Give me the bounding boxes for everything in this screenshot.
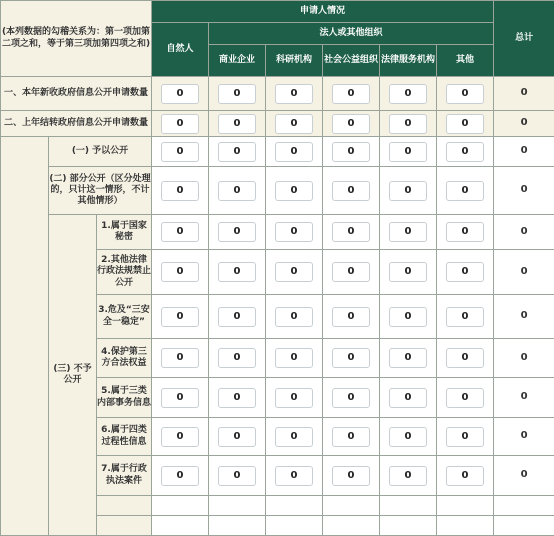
table-row bbox=[1, 137, 554, 167]
row-total: 0 bbox=[494, 215, 554, 250]
value-cell bbox=[266, 516, 323, 536]
value-input[interactable]: 0 bbox=[275, 466, 313, 486]
value-input[interactable]: 0 bbox=[275, 181, 313, 201]
no-publish-group-label: (三) 不予公开 bbox=[49, 215, 97, 536]
value-input[interactable]: 0 bbox=[446, 307, 484, 327]
value-input[interactable]: 0 bbox=[218, 114, 256, 134]
value-input[interactable]: 0 bbox=[332, 262, 370, 282]
value-cell bbox=[152, 516, 209, 536]
row-label: 3.危及“三安全一稳定” bbox=[97, 295, 152, 339]
value-input[interactable]: 0 bbox=[332, 222, 370, 242]
org-header: 商业企业 bbox=[209, 45, 266, 77]
value-input[interactable]: 0 bbox=[446, 388, 484, 408]
value-input[interactable]: 0 bbox=[218, 84, 256, 104]
value-cell bbox=[323, 496, 380, 516]
value-cell bbox=[323, 516, 380, 536]
value-input[interactable]: 0 bbox=[332, 114, 370, 134]
value-input[interactable]: 0 bbox=[275, 388, 313, 408]
value-input[interactable]: 0 bbox=[389, 222, 427, 242]
org-header: 社会公益组织 bbox=[323, 45, 380, 77]
applicant-header: 申请人情况 bbox=[152, 1, 494, 23]
value-input[interactable]: 0 bbox=[218, 348, 256, 368]
value-cell bbox=[209, 496, 266, 516]
value-cell bbox=[152, 496, 209, 516]
value-cell bbox=[437, 516, 494, 536]
legal-group-header: 法人或其他组织 bbox=[209, 23, 494, 45]
row-total: 0 bbox=[494, 295, 554, 339]
table-row bbox=[1, 77, 554, 111]
row-label: 二、上年结转政府信息公开申请数量 bbox=[1, 111, 152, 137]
value-cell bbox=[266, 496, 323, 516]
value-input[interactable]: 0 bbox=[218, 262, 256, 282]
row-label: 1.属于国家秘密 bbox=[97, 215, 152, 250]
row-total: 0 bbox=[494, 111, 554, 137]
row-total: 0 bbox=[494, 137, 554, 167]
section-label bbox=[1, 137, 49, 536]
row-total: 0 bbox=[494, 418, 554, 456]
value-input[interactable]: 0 bbox=[275, 348, 313, 368]
org-header: 其他 bbox=[437, 45, 494, 77]
row-total: 0 bbox=[494, 167, 554, 215]
table-row bbox=[1, 215, 554, 250]
total-header: 总计 bbox=[494, 1, 554, 77]
value-input[interactable]: 0 bbox=[332, 427, 370, 447]
org-header: 法律服务机构 bbox=[380, 45, 437, 77]
value-input[interactable]: 0 bbox=[332, 348, 370, 368]
value-input[interactable]: 0 bbox=[446, 114, 484, 134]
value-input[interactable]: 0 bbox=[218, 307, 256, 327]
value-input[interactable]: 0 bbox=[218, 388, 256, 408]
value-input[interactable]: 0 bbox=[275, 84, 313, 104]
value-input[interactable]: 0 bbox=[446, 84, 484, 104]
value-input[interactable]: 0 bbox=[275, 222, 313, 242]
row-label: 7.属于行政执法案件 bbox=[97, 456, 152, 496]
value-input[interactable]: 0 bbox=[389, 427, 427, 447]
value-cell bbox=[209, 516, 266, 536]
value-input[interactable]: 0 bbox=[389, 348, 427, 368]
value-input[interactable]: 0 bbox=[389, 262, 427, 282]
value-input[interactable]: 0 bbox=[332, 181, 370, 201]
value-input[interactable]: 0 bbox=[218, 181, 256, 201]
value-input[interactable]: 0 bbox=[218, 427, 256, 447]
value-input[interactable]: 0 bbox=[275, 114, 313, 134]
value-input[interactable]: 0 bbox=[161, 142, 199, 162]
value-input[interactable]: 0 bbox=[446, 181, 484, 201]
value-cell bbox=[437, 496, 494, 516]
value-input[interactable]: 0 bbox=[332, 388, 370, 408]
row-total: 0 bbox=[494, 456, 554, 496]
row-label: 6.属于四类过程性信息 bbox=[97, 418, 152, 456]
value-input[interactable]: 0 bbox=[161, 222, 199, 242]
value-input[interactable]: 0 bbox=[161, 348, 199, 368]
value-input[interactable]: 0 bbox=[332, 84, 370, 104]
table-row bbox=[1, 167, 554, 215]
value-input[interactable]: 0 bbox=[446, 222, 484, 242]
value-input[interactable]: 0 bbox=[389, 181, 427, 201]
org-header: 科研机构 bbox=[266, 45, 323, 77]
value-input[interactable]: 0 bbox=[389, 142, 427, 162]
value-input[interactable]: 0 bbox=[218, 222, 256, 242]
value-input[interactable]: 0 bbox=[275, 307, 313, 327]
value-input[interactable]: 0 bbox=[161, 307, 199, 327]
row-label bbox=[97, 496, 152, 516]
value-input[interactable]: 0 bbox=[161, 114, 199, 134]
row-total: 0 bbox=[494, 250, 554, 295]
value-input[interactable]: 0 bbox=[275, 427, 313, 447]
value-input[interactable]: 0 bbox=[446, 142, 484, 162]
value-input[interactable]: 0 bbox=[218, 142, 256, 162]
value-cell bbox=[380, 516, 437, 536]
value-input[interactable]: 0 bbox=[161, 427, 199, 447]
row-total: 0 bbox=[494, 339, 554, 378]
value-input[interactable]: 0 bbox=[389, 114, 427, 134]
value-input[interactable]: 0 bbox=[275, 142, 313, 162]
value-input[interactable]: 0 bbox=[161, 388, 199, 408]
value-input[interactable]: 0 bbox=[389, 388, 427, 408]
value-input[interactable]: 0 bbox=[389, 84, 427, 104]
row-label: 5.属于三类内部事务信息 bbox=[97, 378, 152, 418]
value-input[interactable]: 0 bbox=[161, 466, 199, 486]
value-input[interactable]: 0 bbox=[446, 427, 484, 447]
value-input[interactable]: 0 bbox=[161, 181, 199, 201]
value-input[interactable]: 0 bbox=[218, 466, 256, 486]
row-label: 2.其他法律行政法规禁止公开 bbox=[97, 250, 152, 295]
value-input[interactable]: 0 bbox=[332, 307, 370, 327]
value-input[interactable]: 0 bbox=[446, 262, 484, 282]
row-label: 一、本年新收政府信息公开申请数量 bbox=[1, 77, 152, 111]
value-input[interactable]: 0 bbox=[332, 142, 370, 162]
row-label: (二) 部分公开（区分处理的，只计这一情形，不计其他情形） bbox=[49, 167, 152, 215]
value-input[interactable]: 0 bbox=[389, 466, 427, 486]
table-row bbox=[1, 111, 554, 137]
value-input[interactable]: 0 bbox=[275, 262, 313, 282]
row-total: 0 bbox=[494, 378, 554, 418]
value-input[interactable]: 0 bbox=[161, 84, 199, 104]
value-input[interactable]: 0 bbox=[446, 466, 484, 486]
row-label: 4.保护第三方合法权益 bbox=[97, 339, 152, 378]
value-input[interactable]: 0 bbox=[332, 466, 370, 486]
value-input[interactable]: 0 bbox=[446, 348, 484, 368]
row-label-header: (本列数据的勾稽关系为：第一项加第二项之和，等于第三项加第四项之和) bbox=[1, 1, 152, 77]
row-total bbox=[494, 516, 554, 536]
row-total: 0 bbox=[494, 77, 554, 111]
value-cell bbox=[380, 496, 437, 516]
row-total bbox=[494, 496, 554, 516]
row-label: (一) 予以公开 bbox=[49, 137, 152, 167]
value-input[interactable]: 0 bbox=[389, 307, 427, 327]
natural-person-header: 自然人 bbox=[152, 23, 209, 77]
value-input[interactable]: 0 bbox=[161, 262, 199, 282]
row-label bbox=[97, 516, 152, 536]
